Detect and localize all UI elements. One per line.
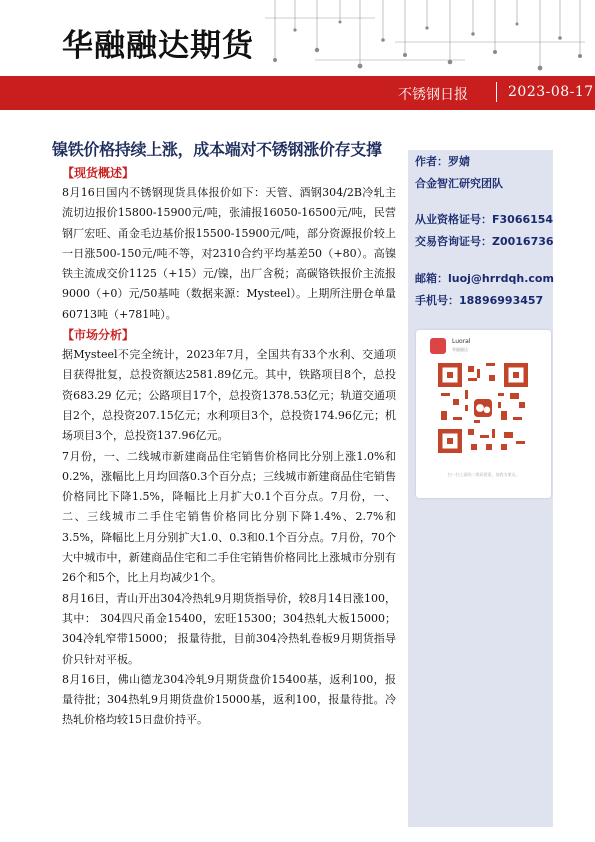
consulting-number: 交易咨询证号：Z0016736 bbox=[415, 235, 554, 248]
qualification-number: 从业资格证号：F3066154 bbox=[415, 213, 554, 226]
qr-code-icon bbox=[438, 363, 528, 453]
author: 作者：罗婧 bbox=[415, 155, 470, 168]
company-name: 华融融达期货 bbox=[62, 28, 254, 64]
avatar bbox=[430, 338, 446, 354]
email[interactable]: 邮箱：luoj@hrrdqh.com bbox=[415, 272, 554, 285]
qr-caption: 扫一扫上面的二维码图案，加我为朋友。 bbox=[447, 472, 520, 477]
headline: 镍铁价格持续上涨，成本端对不锈钢涨价存支撑 bbox=[52, 140, 382, 159]
spot-paragraph: 8月16日国内不锈钢现货具体报价如下：天管、酒钢304/2B冷轧主流切边报价15800-15900元/吨，张浦报16050-16500元/吨，民营钢厂宏旺、甬金毛边基价报15500-15900元/吨，部分资源报价较上一日涨500-150元/吨不等，对2310合约平均基差50（+80）。高镍铁主流成交价1125（+15）元/镍，出厂含税；高碳铬铁报价主流报9000（+0）元/50基吨（数据来源：Mysteel）。上期所注册仓单量60713吨（+781吨）。 bbox=[62, 186, 396, 321]
market-paragraph-4: 8月16日，佛山德龙304冷轧9月期货盘价15400基，返利100，报量待批；304热轧9月期货盘价15000基，返利100，报量待批。冷热轧价格均较15日盘价持平。 bbox=[62, 672, 396, 727]
report-date: 2023-08-17 bbox=[508, 84, 594, 100]
report-bar bbox=[0, 76, 595, 110]
wechat-qr-card bbox=[416, 330, 551, 498]
section-title-market: 【市场分析】 bbox=[62, 328, 135, 343]
market-paragraph-2: 7月份，一、二线城市新建商品住宅销售价格同比分别上涨1.0%和0.2%，涨幅比上月均回落0.3个百分点；三线城市新建商品住宅销售价格同比下降1.5%，降幅比上月扩大0.1个百分点。7月份，一、二、三线城市二手住宅销售价格同比分别下降1.4%、2.7%和3.5%，降幅比上月分别扩大1.0、0.3和0.1个百分点。7月份，70个大中城市中，新建商品住宅和二手住宅销售价格同比上涨城市分别有26个和5个，比上月均减少1个。 bbox=[62, 449, 396, 585]
section-title-spot: 【现货概述】 bbox=[62, 166, 135, 180]
report-body bbox=[62, 163, 396, 731]
qr-sub: 华融融达 bbox=[452, 347, 468, 352]
report-name: 不锈钢日报 bbox=[398, 87, 468, 103]
header-band bbox=[0, 0, 595, 76]
market-paragraph-3: 8月16日，青山开出304冷热轧9月期货指导价，较8月14日涨100，其中： 304四尺甬金15400，宏旺15300；304热轧大板15000；304冷轧窄带15000； 报量待批，目前304冷热轧卷板9月期货指导价只针对平板。 bbox=[62, 591, 396, 666]
phone: 手机号：18896993457 bbox=[415, 294, 544, 307]
qr-name: Luoral bbox=[452, 338, 471, 345]
market-paragraph-1: 据Mysteel不完全统计，2023年7月，全国共有33个水利、交通项目获得批复，总投资额达2581.89亿元。其中，铁路项目8个，总投资683.29 亿元；公路项目17个，总投资1378.53亿元；轨道交通项目2个，总投资207.15亿元；水利项目3个，总投资174.96亿元；机场项目3个，总投资137.96亿元。 bbox=[62, 348, 396, 443]
report-bar-divider bbox=[496, 82, 497, 102]
header-decoration bbox=[255, 0, 595, 76]
team: 合金智汇研究团队 bbox=[415, 177, 503, 190]
